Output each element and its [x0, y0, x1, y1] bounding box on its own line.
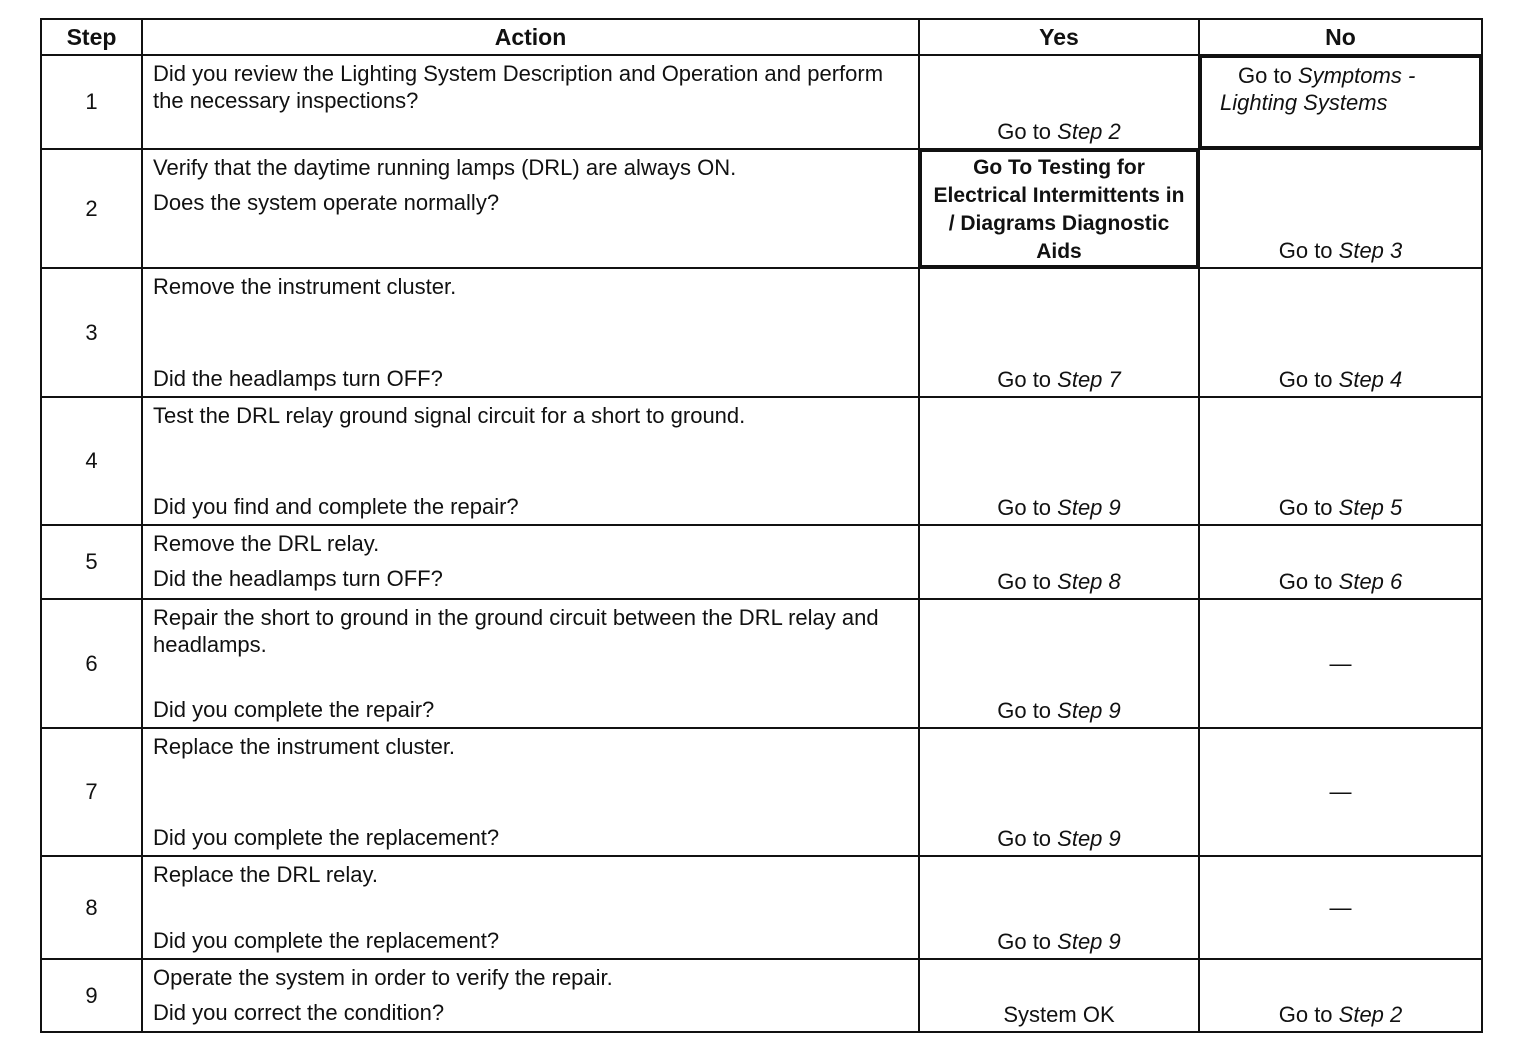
action-question: Did you complete the replacement? [153, 825, 500, 850]
no-dash: — [1329, 894, 1352, 920]
action-cell [142, 599, 919, 728]
header-no: No [1199, 19, 1482, 55]
yes-link[interactable]: Go to Step 9 [997, 929, 1121, 954]
table-row [41, 55, 1482, 149]
action-text: Operate the system in order to verify the repair. [153, 965, 613, 990]
yes-cell[interactable] [919, 525, 1199, 599]
step-number: 4 [41, 397, 142, 525]
no-link[interactable]: Go to Step 2 [1278, 1002, 1403, 1027]
table-row [41, 149, 1482, 268]
step-number: 8 [41, 856, 142, 959]
no-cell [1199, 856, 1482, 959]
yes-link[interactable]: Go to Step 9 [997, 495, 1121, 520]
table-row [41, 959, 1482, 1032]
table-row [41, 728, 1482, 856]
step-number: 6 [41, 599, 142, 728]
action-question: Did the headlamps turn OFF? [153, 566, 443, 591]
action-cell [142, 268, 919, 397]
action-question: Did you find and complete the repair? [153, 494, 519, 519]
step-number: 5 [41, 525, 142, 599]
action-question: Did you complete the replacement? [153, 928, 500, 953]
table-row [41, 268, 1482, 397]
yes-cell[interactable] [919, 856, 1199, 959]
action-cell [142, 959, 919, 1032]
action-cell [142, 525, 919, 599]
no-cell [1199, 728, 1482, 856]
yes-link[interactable]: Go to Step 7 [997, 367, 1121, 392]
no-dash: — [1329, 779, 1352, 804]
yes-cell [919, 959, 1199, 1032]
action-text: Replace the instrument cluster. [153, 734, 456, 759]
yes-link[interactable]: Go to Step 9 [997, 826, 1121, 851]
no-cell[interactable] [1199, 149, 1482, 268]
step-number: 3 [41, 268, 142, 397]
action-question: Does the system operate normally? [153, 190, 500, 215]
header-yes: Yes [919, 19, 1199, 55]
yes-cell[interactable] [919, 599, 1199, 728]
no-link[interactable]: Go to Symptoms - Lighting Systems [1220, 63, 1416, 115]
no-cell[interactable] [1199, 55, 1482, 149]
action-question: Did you complete the repair? [153, 697, 435, 722]
action-text: Remove the DRL relay. [153, 531, 380, 556]
yes-cell[interactable] [919, 268, 1199, 397]
yes-cell[interactable] [919, 397, 1199, 525]
step-number: 1 [41, 55, 142, 149]
no-cell [1199, 599, 1482, 728]
action-cell [142, 397, 919, 525]
action-text: Did you review the Lighting System Description and Operation and perform the necessary inspections? [153, 61, 884, 113]
table-row [41, 525, 1482, 599]
step-number: 9 [41, 959, 142, 1032]
no-link[interactable]: Go to Step 6 [1278, 569, 1403, 594]
step-number: 2 [41, 149, 142, 268]
yes-cell[interactable] [919, 149, 1199, 268]
header-row [41, 19, 1482, 55]
action-text: Verify that the daytime running lamps (DRL) are always ON. [153, 155, 737, 180]
action-cell [142, 728, 919, 856]
no-cell[interactable] [1199, 525, 1482, 599]
yes-link[interactable]: Go to Step 8 [997, 569, 1121, 594]
yes-link[interactable]: Go To Testing for Electrical Intermittents in / Diagrams Diagnostic Aids [933, 156, 1185, 263]
table-row [41, 599, 1482, 728]
action-cell [142, 856, 919, 959]
no-cell[interactable] [1199, 268, 1482, 397]
yes-cell[interactable] [919, 55, 1199, 149]
table-row [41, 397, 1482, 525]
header-action: Action [142, 19, 919, 55]
no-link[interactable]: Go to Step 4 [1278, 367, 1403, 392]
action-cell [142, 149, 919, 268]
action-question: Did the headlamps turn OFF? [153, 366, 443, 391]
yes-link[interactable]: Go to Step 2 [997, 119, 1121, 144]
header-step: Step [41, 19, 142, 55]
table-row [41, 856, 1482, 959]
action-text: Remove the instrument cluster. [153, 274, 457, 299]
action-question: Did you correct the condition? [153, 1000, 445, 1025]
diagnostic-table [40, 18, 1483, 1033]
step-number: 7 [41, 728, 142, 856]
action-cell [142, 55, 919, 149]
action-text: Test the DRL relay ground signal circuit for a short to ground. [153, 403, 746, 428]
no-link[interactable]: Go to Step 3 [1278, 238, 1403, 263]
yes-cell[interactable] [919, 728, 1199, 856]
yes-result: System OK [1003, 1002, 1115, 1027]
action-text: Repair the short to ground in the ground circuit between the DRL relay and headlamps. [153, 605, 879, 657]
no-cell[interactable] [1199, 397, 1482, 525]
no-cell[interactable] [1199, 959, 1482, 1032]
no-link[interactable]: Go to Step 5 [1278, 495, 1403, 520]
yes-link[interactable]: Go to Step 9 [997, 698, 1121, 723]
action-text: Replace the DRL relay. [153, 862, 378, 887]
no-dash: — [1329, 650, 1352, 676]
